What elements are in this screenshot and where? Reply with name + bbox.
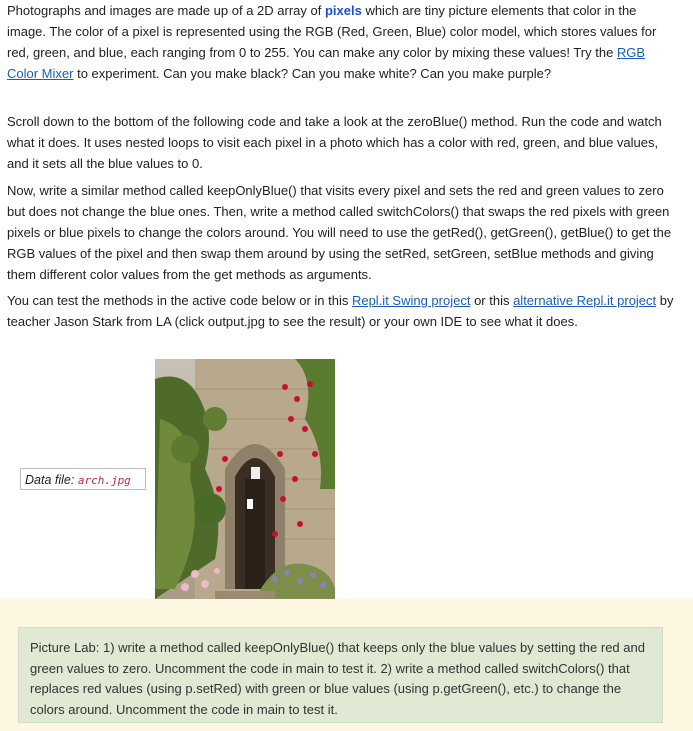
lab-instructions-box — [18, 627, 663, 723]
rgb-color-mixer-link[interactable]: RGB Color Mixer — [7, 45, 646, 81]
instructions-paragraph: Now, write a similar method called keepOnlyBlue() that visits every pixel and sets the red and green values to zero but does not change the blue ones. Then, write a method called switchColors() that swaps the red pixels with green pixels or blue pixels to change the colors around. You will need to use the getRed(), getGreen(), getBlue() to get the RGB values of the pixel and then swap them around by using the setRed, setGreen, setBlue methods and giving them different color values from the get methods as arguments. — [7, 183, 672, 282]
data-file-label: Data file: arch.jpg — [20, 468, 146, 490]
lab-instructions-text: Picture Lab: 1) write a method called keepOnlyBlue() that keeps only the blue values by setting the red and green values to zero. Uncomment the code in main to test it. 2) write a method called switchColors() that replaces red values (using p.setRed) with green or blue values (using p.getGreen(), etc.) to change the colors around. Uncomment the code in main to test it. — [30, 640, 645, 717]
alternative-replit-link[interactable]: alternative Repl.it project — [513, 293, 657, 308]
intro-paragraph: Photographs and images are made up of a 2D array of pixels which are tiny picture elements that color in the image. The color of a pixel is represented using the RGB (Red, Green, Blue) color model, which stores values for red, green, and blue, each ranging from 0 to 255. You can make any color by mixing these values! Try the RGB Color Mixer to experiment. Can you make black? Can you make white? Can you make purple? — [7, 3, 657, 81]
pixels-keyword: pixels — [324, 3, 362, 18]
data-file-name: arch.jpg — [77, 474, 131, 487]
test-paragraph: You can test the methods in the active code below or in this Repl.it Swing project or this alternative Repl.it project by teacher Jason Stark from LA (click output.jpg to see the result) or your own IDE to see what it does. — [7, 293, 674, 329]
replit-swing-link[interactable]: Repl.it Swing project — [351, 293, 471, 308]
scroll-paragraph: Scroll down to the bottom of the following code and take a look at the zeroBlue() method. Run the code and watch what it does. It uses nested loops to visit each pixel in a photo which has a color with red, green, and blue values, and it sets all the blue values to 0. — [7, 114, 662, 171]
arch-photo — [155, 359, 335, 599]
